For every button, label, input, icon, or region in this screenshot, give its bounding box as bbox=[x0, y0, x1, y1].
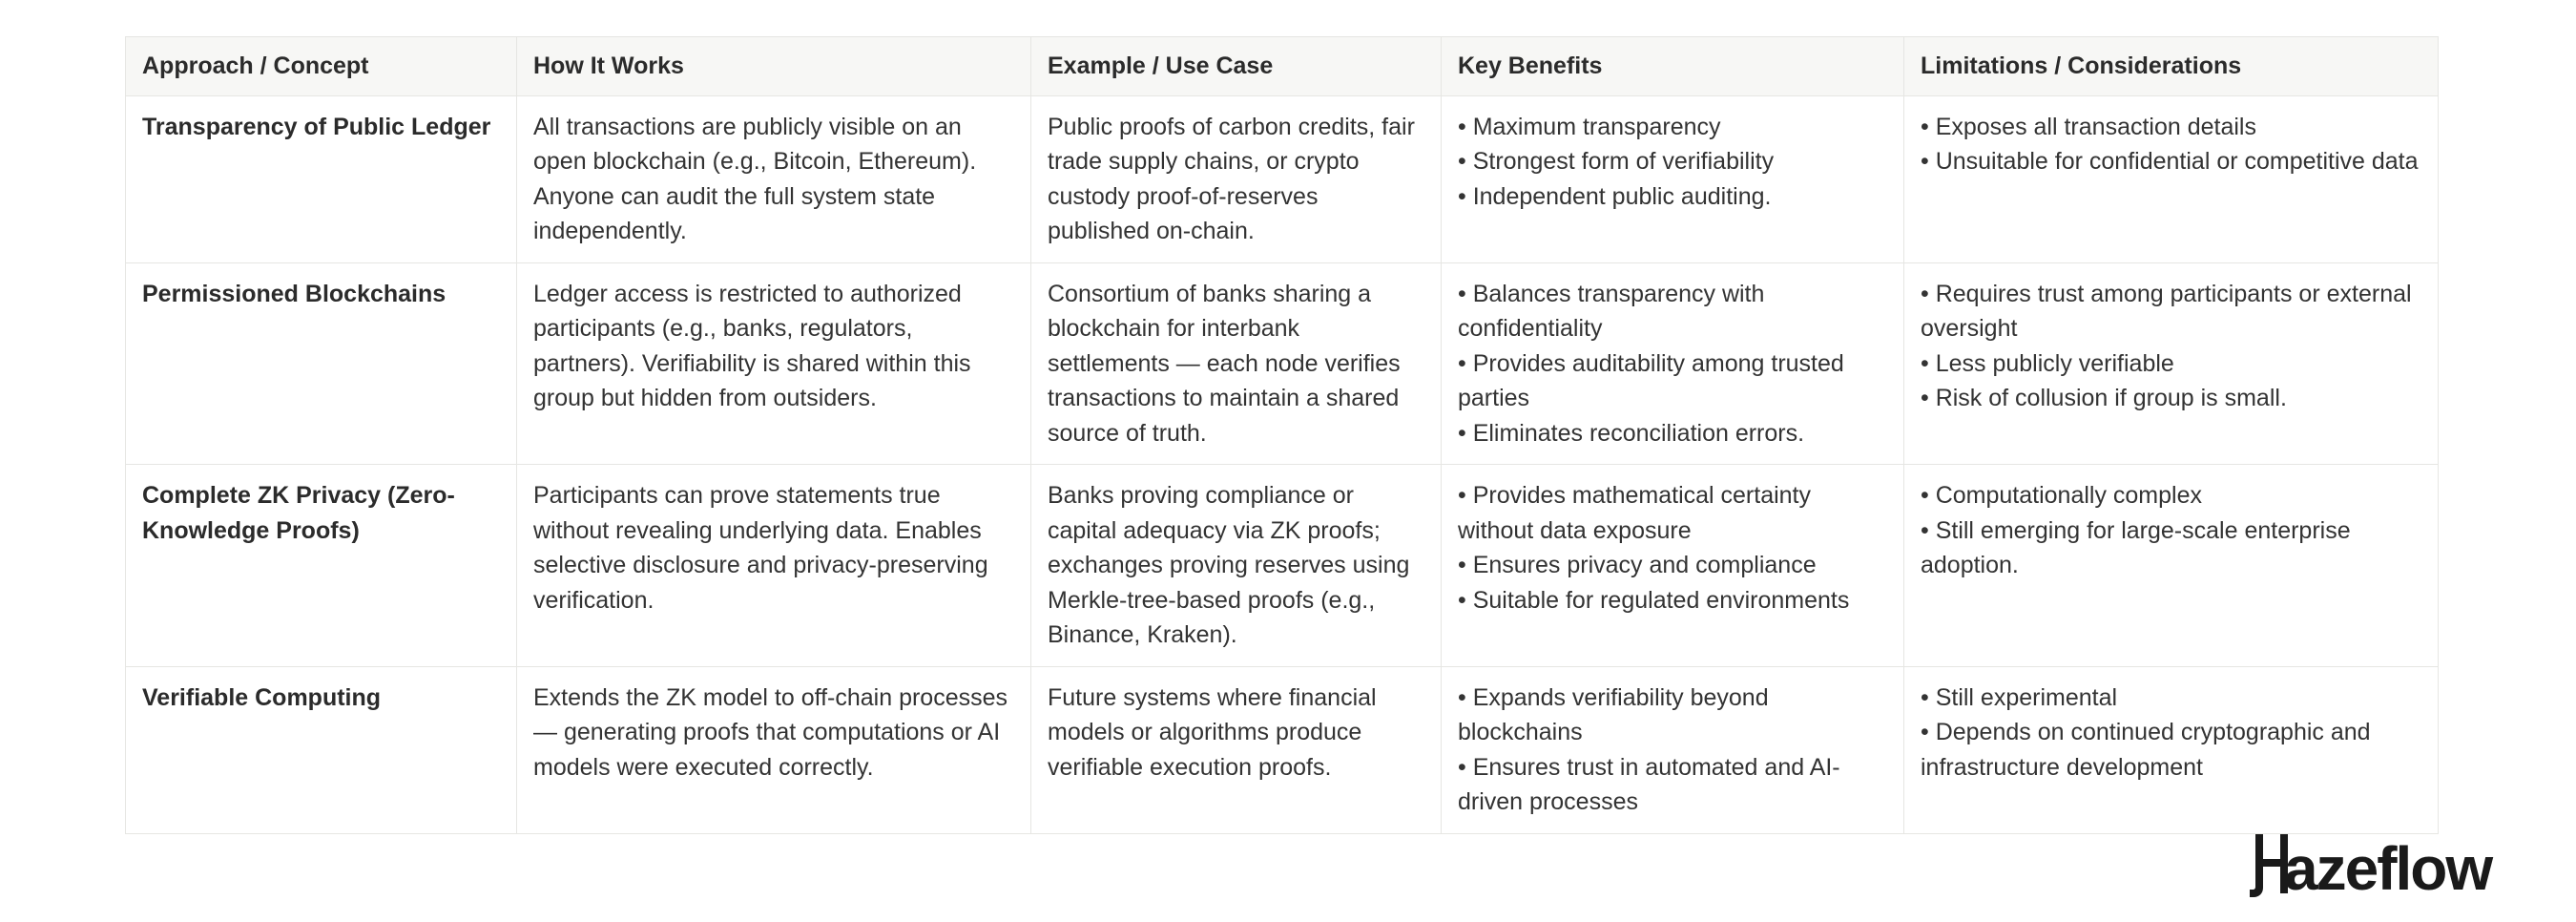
benefits-cell bbox=[1442, 465, 1904, 667]
comparison-table bbox=[125, 36, 2439, 834]
limitation-item: • Still experimental bbox=[1921, 683, 2118, 711]
header-limitations: Limitations / Considerations bbox=[1904, 37, 2439, 96]
limitation-item: • Still emerging for large-scale enterprise adoption. bbox=[1921, 516, 2351, 578]
how-cell: Participants can prove statements true without revealing underlying data. Enables selective disclosure and privacy-preserving verification. bbox=[517, 465, 1031, 667]
concept-cell: Transparency of Public Ledger bbox=[126, 95, 517, 262]
table-row bbox=[126, 95, 2439, 262]
concept-cell: Complete ZK Privacy (Zero-Knowledge Proofs) bbox=[126, 465, 517, 667]
example-cell: Future systems where financial models or algorithms produce verifiable execution proofs. bbox=[1031, 666, 1442, 833]
benefits-cell bbox=[1442, 666, 1904, 833]
limitation-item: • Exposes all transaction details bbox=[1921, 113, 2256, 140]
limitation-item: • Requires trust among participants or external oversight bbox=[1921, 280, 2412, 342]
benefit-item: • Expands verifiability beyond blockchains bbox=[1458, 683, 1769, 745]
logo-wordmark: azeflow bbox=[2284, 834, 2492, 903]
benefits-cell bbox=[1442, 262, 1904, 465]
limitations-cell bbox=[1904, 262, 2439, 465]
example-cell: Banks proving compliance or capital adequacy via ZK proofs; exchanges proving reserves using Merkle-tree-based proofs (e.g., Binance, Kraken). bbox=[1031, 465, 1442, 667]
limitations-cell bbox=[1904, 666, 2439, 833]
logo-mark-icon bbox=[2250, 834, 2288, 897]
table-header-row bbox=[126, 37, 2439, 96]
header-approach: Approach / Concept bbox=[126, 37, 517, 96]
header-example: Example / Use Case bbox=[1031, 37, 1442, 96]
benefit-item: • Provides auditability among trusted parties bbox=[1458, 349, 1844, 411]
concept-cell: Permissioned Blockchains bbox=[126, 262, 517, 465]
benefit-item: • Balances transparency with confidentiality bbox=[1458, 280, 1765, 342]
limitation-item: • Depends on continued cryptographic and infrastructure development bbox=[1921, 719, 2371, 781]
table-row bbox=[126, 262, 2439, 465]
benefit-item: • Suitable for regulated environments bbox=[1458, 586, 1850, 614]
table-row bbox=[126, 666, 2439, 833]
example-cell: Public proofs of carbon credits, fair trade supply chains, or crypto custody proof-of-reserves published on-chain. bbox=[1031, 95, 1442, 262]
benefit-item: • Eliminates reconciliation errors. bbox=[1458, 419, 1805, 447]
header-key-benefits: Key Benefits bbox=[1442, 37, 1904, 96]
how-cell: Extends the ZK model to off-chain processes — generating proofs that computations or AI models were executed correctly. bbox=[517, 666, 1031, 833]
limitations-cell bbox=[1904, 465, 2439, 667]
limitation-item: • Less publicly verifiable bbox=[1921, 349, 2174, 377]
limitations-cell bbox=[1904, 95, 2439, 262]
limitation-item: • Computationally complex bbox=[1921, 482, 2202, 509]
limitation-item: • Unsuitable for confidential or competitive data bbox=[1921, 148, 2419, 175]
header-how-it-works: How It Works bbox=[517, 37, 1031, 96]
comparison-table-wrapper bbox=[125, 36, 2438, 834]
benefit-item: • Ensures privacy and compliance bbox=[1458, 552, 1817, 578]
how-cell: Ledger access is restricted to authorized participants (e.g., banks, regulators, partners). Verifiability is shared within this group but hidden from outsiders. bbox=[517, 262, 1031, 465]
table-row bbox=[126, 465, 2439, 667]
benefit-item: • Maximum transparency bbox=[1458, 113, 1721, 140]
limitation-item: • Risk of collusion if group is small. bbox=[1921, 385, 2287, 411]
example-cell: Consortium of banks sharing a blockchain for interbank settlements — each node verifies transactions to maintain a shared source of truth. bbox=[1031, 262, 1442, 465]
concept-cell: Verifiable Computing bbox=[126, 666, 517, 833]
benefit-item: • Independent public auditing. bbox=[1458, 182, 1772, 210]
benefit-item: • Strongest form of verifiability bbox=[1458, 148, 1775, 175]
benefits-cell bbox=[1442, 95, 1904, 262]
hazeflow-logo bbox=[2250, 828, 2555, 905]
how-cell: All transactions are publicly visible on an open blockchain (e.g., Bitcoin, Ethereum). Anyone can audit the full system state independently. bbox=[517, 95, 1031, 262]
benefit-item: • Provides mathematical certainty without data exposure bbox=[1458, 482, 1812, 544]
benefit-item: • Ensures trust in automated and AI-driven processes bbox=[1458, 753, 1840, 815]
